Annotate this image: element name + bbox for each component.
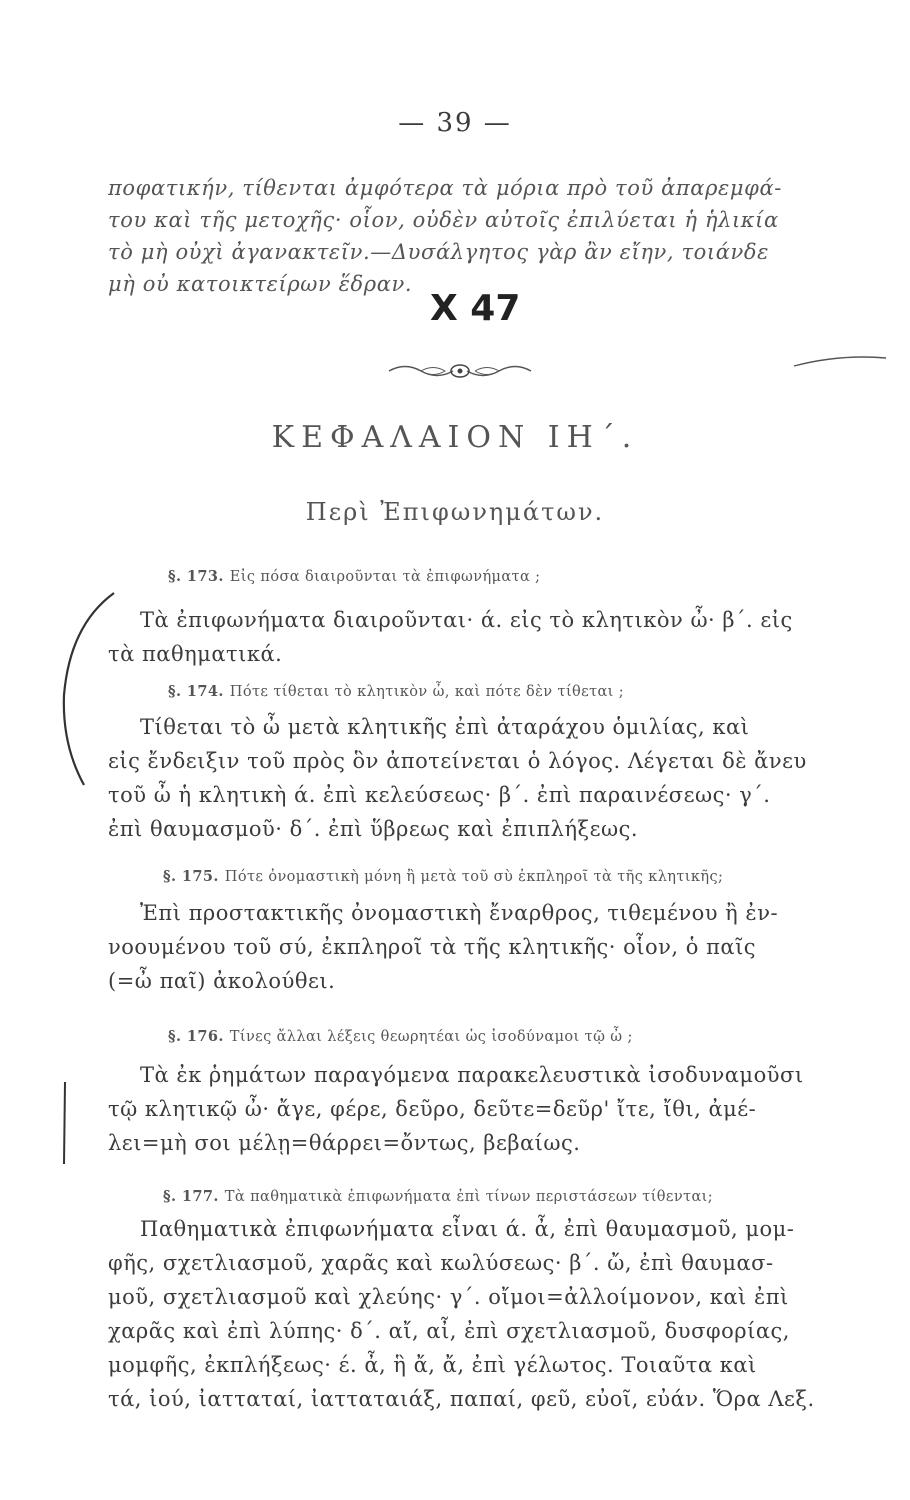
text-line: Ἐπὶ προστακτικῆς ὀνομαστικὴ ἔναρθρος, τιθεμένου ἢ ἐν-	[140, 901, 779, 925]
section-question	[163, 1188, 713, 1205]
section-number: §. 173.	[168, 568, 224, 585]
margin-bracket-mark	[52, 585, 122, 795]
text-line: μομφῆς, ἐκπλήξεως· έ. ἆ, ἣ ἄ, ἄ, ἐπὶ γέλωτος. Τοιαῦτα καὶ	[108, 1353, 757, 1377]
text-line: τά, ἰού, ἰατταταί, ἰατταταιάξ, παπαί, φεῦ, εὐοῖ, εὐάν. Ὅρα Λεξ.	[108, 1387, 815, 1411]
section-question	[168, 568, 540, 585]
question-text: Τίνες ἄλλαι λέξεις θεωρητέαι ὡς ἰσοδύναμοι τῷ ὦ ;	[229, 1029, 633, 1045]
section-number: §. 174.	[168, 683, 224, 700]
text-line: φῆς, σχετλιασμοῦ, χαρᾶς καὶ κωλύσεως· β΄. ὤ, ἐπὶ θαυμασ-	[108, 1251, 774, 1275]
question-text: Τὰ παθηματικὰ ἐπιφωνήματα ἐπὶ τίνων περιστάσεων τίθενται;	[224, 1189, 714, 1205]
margin-line-mark	[55, 1078, 75, 1168]
section-number: §. 175.	[163, 868, 219, 885]
text-line: τὰ παθηματικά.	[108, 642, 283, 666]
text-line: τοῦ ὦ ἡ κλητικὴ ά. ἐπὶ κελεύσεως· β΄. ἐπὶ παραινέσεως· γ΄.	[108, 783, 771, 807]
section-number: §. 177.	[163, 1188, 219, 1205]
text-line: Τίθεται τὸ ὦ μετὰ κλητικῆς ἐπὶ ἀταράχου ὁμιλίας, καὶ	[140, 715, 750, 739]
section-answer	[108, 1212, 846, 1416]
section-answer	[108, 710, 846, 846]
text-line: Παθηματικὰ ἐπιφωνήματα εἶναι ά. ἆ, ἐπὶ θαυμασμοῦ, μομ-	[140, 1217, 795, 1241]
intro-paragraph	[108, 172, 846, 300]
section-answer	[108, 896, 846, 998]
text-line: μὴ οὐ κατοικτείρων ἕδραν.	[108, 272, 413, 296]
text-line: τῷ κλητικῷ ὦ· ἄγε, φέρε, δεῦρο, δεῦτε=δεῦρ' ἴτε, ἴθι, ἀμέ-	[108, 1097, 757, 1121]
handwritten-mark: X 47	[430, 288, 521, 329]
section-answer	[108, 603, 846, 671]
text-line: λει=μὴ σοι μέλῃ=θάρρει=ὄντως, βεβαίως.	[108, 1131, 581, 1155]
text-line: μοῦ, σχετλιασμοῦ καὶ χλεύης· γ΄. οἴμοι=ἀλλοίμονον, καὶ ἐπὶ	[108, 1285, 789, 1309]
text-line: τὸ μὴ οὐχὶ ἀγανακτεῖν.—Δυσάλγητος γὰρ ἂν εἴην, τοιάνδε	[108, 240, 769, 264]
page-number: — 39 —	[398, 108, 512, 138]
text-line: χαρᾶς καὶ ἐπὶ λύπης· δ΄. αἴ, αἶ, ἐπὶ σχετλιασμοῦ, δυσφορίας,	[108, 1319, 790, 1343]
margin-stroke-mark	[790, 352, 890, 372]
question-text: Πότε ὀνομαστικὴ μόνη ἢ μετὰ τοῦ σὺ ἐκπληροῖ τὰ τῆς κλητικῆς;	[224, 869, 724, 885]
text-line: εἰς ἔνδειξιν τοῦ πρὸς ὃν ἀποτείνεται ὁ λόγος. Λέγεται δὲ ἄνευ	[108, 749, 807, 773]
chapter-subtitle: Περὶ Ἐπιφωνημάτων.	[305, 498, 605, 526]
section-question	[168, 1028, 633, 1045]
section-question	[163, 868, 723, 885]
text-line: Τὰ ἐκ ῥημάτων παραγόμενα παρακελευστικὰ ἰσοδυναμοῦσι	[140, 1063, 804, 1087]
text-line: ἐπὶ θαυμασμοῦ· δ΄. ἐπὶ ὕβρεως καὶ ἐπιπλήξεως.	[108, 817, 639, 841]
question-text: Πότε τίθεται τὸ κλητικὸν ὦ, καὶ πότε δὲν τίθεται ;	[229, 684, 625, 700]
text-line: Τὰ ἐπιφωνήματα διαιροῦνται· ά. εἰς τὸ κλητικὸν ὦ· β΄. εἰς	[140, 608, 793, 632]
text-line: ποφατικήν, τίθενται ἀμφότερα τὰ μόρια πρὸ τοῦ ἀπαρεμφά-	[108, 176, 782, 200]
text-line: νοουμένου τοῦ σύ, ἐκπληροῖ τὰ τῆς κλητικῆς· οἷον, ὁ παῖς	[108, 935, 757, 959]
text-line: (=ὦ παῖ) ἀκολούθει.	[108, 969, 336, 993]
chapter-title: ΚΕΦΑΛΑΙΟΝ ΙΗ΄.	[271, 420, 639, 455]
section-number: §. 176.	[168, 1028, 224, 1045]
question-text: Εἰς πόσα διαιροῦνται τὰ ἐπιφωνήματα ;	[229, 569, 541, 585]
ornament-divider	[385, 360, 535, 382]
section-answer	[108, 1058, 846, 1160]
text-line: του καὶ τῆς μετοχῆς· οἷον, οὐδὲν αὐτοῖς ἐπιλύεται ἡ ἡλικία	[108, 208, 779, 232]
section-question	[168, 683, 624, 700]
